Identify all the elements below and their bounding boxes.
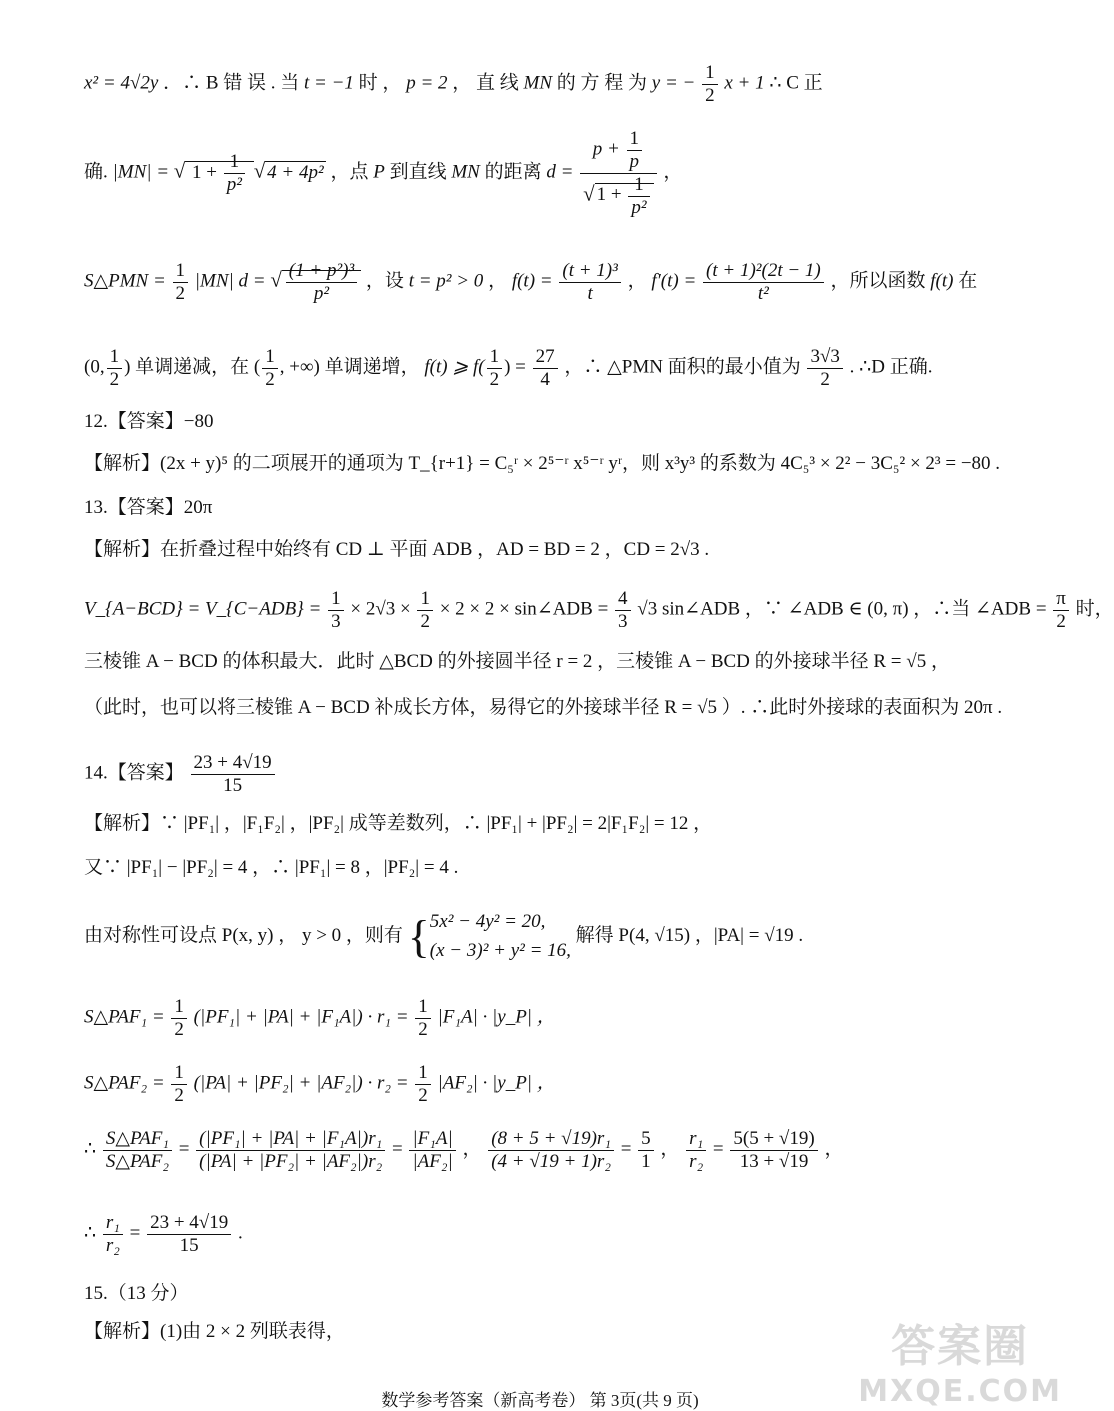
q13-analysis-4: （此时，也可以将三棱锥 A − BCD 补成长方体，易得它的外接球半径 R = √5 ）. ∴此时外接球的表面积为 20π . [84, 697, 1003, 718]
fraction: $\frac{\text{(t + 1)²(2t − 1)}}{\text{t²}}$ [703, 260, 824, 305]
text: f(t) = [511, 270, 553, 292]
text: ∴ C 正 [769, 72, 823, 94]
text: ，点 [330, 161, 369, 183]
q13-analysis-1: 【解析】在折叠过程中始终有 CD ⊥ 平面 ADB ，AD = BD = 2 ，CD = 2√3 . [84, 539, 710, 560]
fraction: $\frac{27}{4}$ [533, 346, 558, 391]
text: ，所以函数 [830, 270, 926, 292]
text: 的距离 [484, 161, 542, 183]
fraction: $\frac{1}{2}$ [487, 346, 503, 391]
q13-analysis-3: 三棱锥 A − BCD 的体积最大．此时 △BCD 的外接圆半径 r = 2 ，三棱锥 A − BCD 的外接球半径 R = √5 ， [84, 651, 950, 672]
q13-answer: 13.【答案】20π [84, 497, 213, 518]
fraction: $\frac{1}{2}$ [702, 62, 718, 107]
q15-header: 15.（13 分） [84, 1283, 189, 1304]
q14-ratio: ∴ $\frac{\text{S△PAF₁}}{\text{S△PAF₂}}$ = $\frac{\text{(|PF₁| + |PA| + |F₁A|)r₁}}{\text{(|PA| + |PF₂| + |AF₂|)r₂}}$ = $\frac{\text{|F₁A|}}{\text{|AF₂|}}$ ， $\frac{\text{(8 + 5 + √19)r₁}}{\text{(4 + √19 + 1)r₂}}$ = $\frac{5}{1}$ ， $\frac{\text{r₁}}{\text{r₂}}$ = $\frac{5(5 + √19)}{13 + √19}$ ， [84, 1128, 844, 1172]
text: ， 直 线 [452, 72, 519, 94]
q14-result: ∴ $\frac{\text{r₁}}{\text{r₂}}$ = $\frac{23 + 4√19}{15}$ . [84, 1212, 243, 1256]
text: |MN| = [112, 161, 170, 183]
text: 时 ， [358, 72, 402, 94]
q14-analysis-2: 又∵ |PF₁| − |PF₂| = 4 ，∴ |PF₁| = 8 ，|PF₂| = 4 . [84, 857, 459, 878]
text: 单调递增， [324, 356, 420, 378]
distance-fraction: p + $\frac{1}{p}$ √ 1 + $\frac{1}{\text{p²}}$ [580, 128, 656, 218]
text: ， [488, 270, 508, 292]
q14-answer: 14.【答案】 $\frac{23 + 4√19}{15}$ [84, 752, 996, 797]
fraction: $\frac{3√3}{2}$ [807, 346, 842, 391]
q14-analysis-3: 由对称性可设点 P(x, y) ， y > 0 ，则有 {5x² − 4y² = 20, (x − 3)² + y² = 16, 解得 P(4, √15) ，|PA| = √19 . [84, 910, 804, 962]
watermark-logo: 答案圈 MXQE.COM [858, 1321, 1062, 1409]
text: 4 + 4p² [267, 161, 324, 183]
text: x² = 4√2y [84, 72, 159, 94]
q13-analysis-2: V_{A−BCD} = V_{C−ADB} = $\frac{1}{3}$ × 2√3 × $\frac{1}{2}$ × 2 × 2 × sin∠ADB = $\frac{4}{3}$ √3 sin∠ADB ，∵ ∠ADB ∈ (0, π) ，∴当 ∠ADB = $\frac{\pi}{2}$ 时， [84, 588, 1114, 632]
q14-area-1: S△PAF₁ = $\frac{1}{2}$ (|PF₁| + |PA| + |F₁A|) · r₁ = $\frac{1}{2}$ |F₁A| · |y_P| ， [84, 996, 556, 1040]
text: f′(t) = [651, 270, 697, 292]
text: ，设 [365, 270, 404, 292]
q12-answer: 12.【答案】−80 [84, 411, 214, 432]
fraction: $\frac{1}{2}$ [173, 260, 189, 305]
fraction: $\frac{1}{2}$ [107, 346, 123, 391]
text: ．∴ B 错 误 . 当 [163, 72, 300, 94]
text: t = p² > 0 [408, 270, 484, 292]
line-1 [84, 62, 996, 107]
page-footer: 数学参考答案（新高考卷） 第 3页(共 9 页) [381, 1391, 699, 1410]
text: S△PMN = [84, 270, 166, 292]
q14-area-2: S△PAF₂ = $\frac{1}{2}$ (|PA| + |PF₂| + |AF₂|) · r₂ = $\frac{1}{2}$ |AF₂| · |y_P| ， [84, 1062, 556, 1106]
q14-analysis-1: 【解析】∵ |PF₁| ，|F₁F₂| ，|PF₂| 成等差数列，∴ |PF₁| + |PF₂| = 2|F₁F₂| = 12 ， [84, 813, 713, 834]
text: P [373, 161, 385, 183]
fraction: $\frac{\text{(t + 1)³}}{t}$ [559, 260, 620, 305]
text: 确. [84, 161, 108, 183]
text: MN [523, 72, 553, 94]
text: t = −1 [304, 72, 354, 94]
text: |MN| d = [194, 270, 266, 292]
fraction: $\frac{1}{2}$ [262, 346, 278, 391]
text: (0, [84, 356, 105, 378]
text: f(t) ⩾ f( [424, 356, 485, 378]
q15-analysis: 【解析】(1)由 2 × 2 列联表得， [84, 1321, 345, 1342]
text: f(t) [930, 270, 954, 292]
line-3: S△PMN = $\frac{1}{2}$ |MN| d = √ $\frac{\text{(1 + p²)³}}{\text{p²}}$ ，设 t = p² > 0 ， f(t) = $\frac{\text{(t + 1)³}}{t}$ ， f′(t) = $\frac{\text{(t + 1)²(2t − 1)}}{\text{t²}}$ ，所以函数 f(t) 在 [84, 260, 978, 304]
text: y = − [651, 72, 696, 94]
line-4: (0, $\frac{1}{2}$ ) 单调递减，在 ( $\frac{1}{2}$ , +∞) 单调递增， f(t) ⩾ f( $\frac{1}{2}$ ) = $\frac{27}{4}$ ，∴ △PMN 面积的最小值为 $\frac{3√3}{2}$ . ∴D 正确. [84, 346, 933, 390]
text: MN [451, 161, 480, 183]
fraction: $\frac{\text{(1 + p²)³}}{\text{p²}}$ [286, 260, 357, 305]
text: ， [627, 270, 647, 292]
text: 的 方 程 为 [556, 72, 648, 94]
text: 在 [958, 270, 978, 292]
text: 1 + [192, 161, 217, 183]
text: 单调递减，在 [135, 356, 250, 378]
text: . ∴D 正确. [849, 356, 933, 378]
text: d = [546, 161, 574, 183]
text: x + 1 [724, 72, 765, 94]
text: p = 2 [406, 72, 448, 94]
text: ， [663, 161, 683, 183]
q12-analysis: 【解析】(2x + y)⁵ 的二项展开的通项为 T_{r+1} = C₅ʳ × 2⁵⁻ʳ x⁵⁻ʳ yʳ，则 x³y³ 的系数为 4C₅³ × 2² − 3C₅² × 2³ = −80 . [84, 453, 1001, 474]
text: ，∴ △PMN 面积的最小值为 [564, 356, 801, 378]
line-2: 确. |MN| = √ 1 + $\frac{1}{\text{p²}}$ √ 4 + 4p² ，点 P 到直线 MN 的距离 d = p + $\frac{1}{p}$ √ 1 + $\frac{1}{\text{p²}}$ ， [84, 128, 683, 218]
fraction: $\frac{1}{\text{p²}}$ [224, 151, 245, 196]
text: 到直线 [389, 161, 447, 183]
